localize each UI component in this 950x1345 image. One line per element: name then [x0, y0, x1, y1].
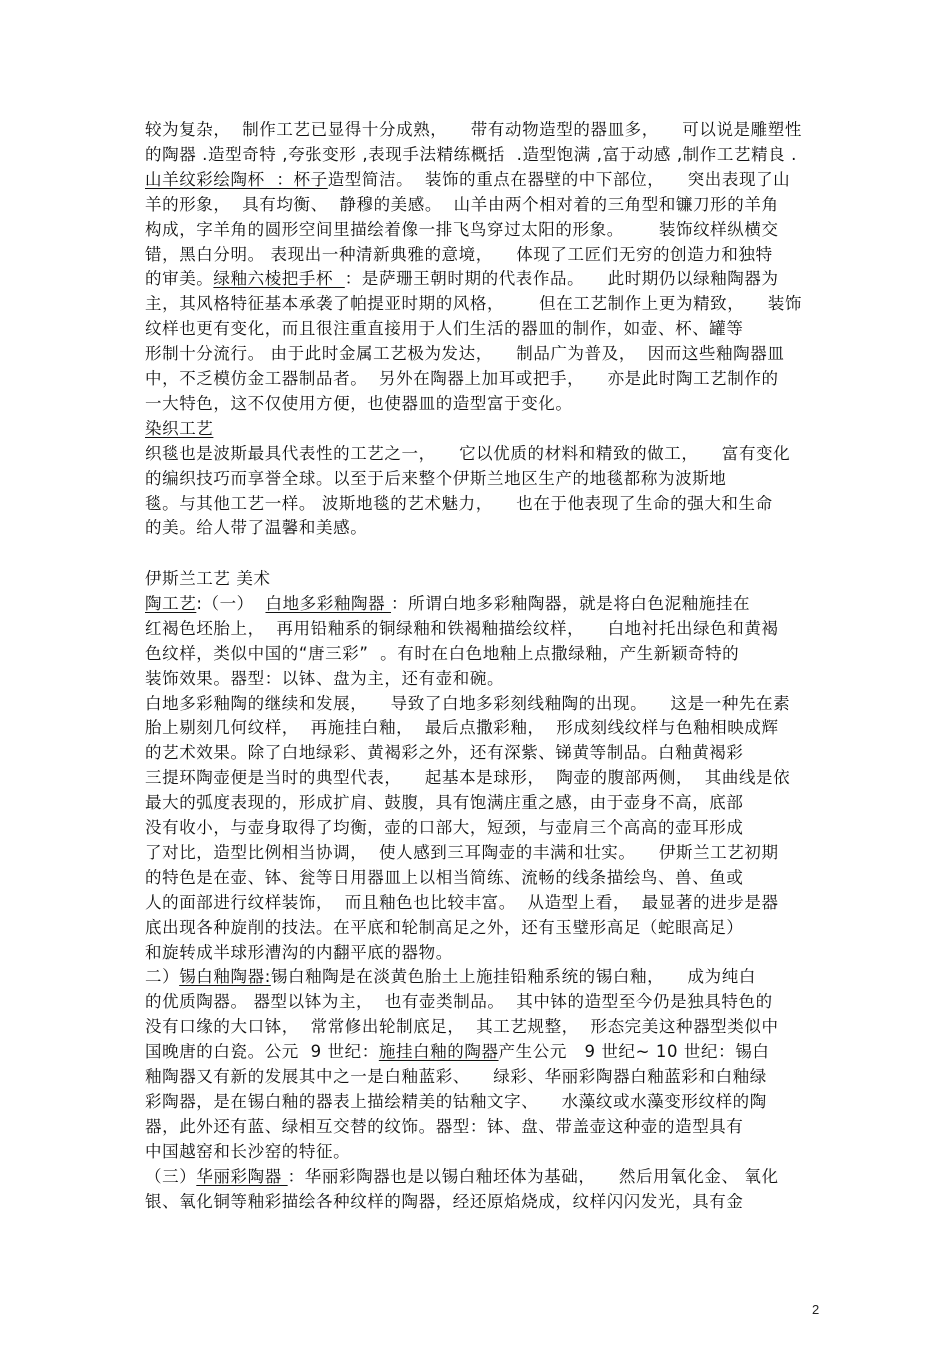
text-line [145, 865, 825, 890]
text-run: 二） [145, 967, 180, 987]
text-line [145, 715, 825, 740]
text-line [145, 1164, 825, 1189]
text-run: 毯。与其他工艺一样。 波斯地毯的艺术魅力， 也在于他表现了生命的强大和生命 [145, 493, 773, 513]
text-line [145, 915, 825, 940]
text-line [145, 1064, 825, 1089]
text-run: 了对比，造型比例相当协调， 使人感到三耳陶壶的丰满和壮实。 伊斯兰工艺初期 [145, 842, 779, 862]
text-line [145, 691, 825, 716]
text-run: 釉陶器又有新的发展其中之一是白釉蓝彩、 绿彩、华丽彩陶器白釉蓝彩和白釉绿 [145, 1067, 767, 1086]
text-line [145, 192, 825, 217]
text-run: 人的面部进行纹样装饰， 而且釉色也比较丰富。 从造型上看， 最显著的进步是器 [145, 892, 779, 912]
text-line [145, 316, 825, 341]
underlined-term: 绿釉六棱把手杯 [213, 269, 345, 289]
underlined-term: 施挂白釉的陶器 [378, 1042, 499, 1062]
text-run: 一大特色，这不仅使用方便，也使器皿的造型富于变化。 [145, 393, 573, 413]
text-run: 产生公元 9 世纪~ 10 世纪：锡白 [498, 1042, 770, 1062]
text-run: 主，其风格特征基本承袭了帕提亚时期的风格， 但在工艺制作上更为精致， 装饰 [145, 294, 802, 314]
text-line [145, 117, 825, 142]
text-line [145, 790, 825, 815]
text-line [145, 940, 825, 965]
text-run: 中国越窑和长沙窑的特征。 [145, 1141, 351, 1161]
text-line [145, 989, 825, 1014]
text-run: 红褐色坯胎上， 再用铅釉系的铜绿釉和铁褐釉描绘纹样， 白地衬托出绿色和黄褐 [145, 618, 779, 638]
underlined-term: 白地多彩釉陶器 [265, 593, 392, 613]
text-run: 的编织技巧而享誉全球。以至于后来整个伊斯兰地区生产的地毯都称为波斯地 [145, 468, 727, 488]
text-line [145, 341, 825, 366]
text-run: 白地多彩釉陶的继续和发展， 导致了白地多彩刻线釉陶的出现。 这是一种先在素 [145, 693, 791, 713]
page-number: 2 [812, 1302, 820, 1317]
text-run: 最大的弧度表现的，形成扩肩、鼓腹，具有饱满庄重之感，由于壶身不高，底部 [145, 793, 744, 813]
text-line [145, 666, 825, 691]
text-run: ：华丽彩陶器也是以锡白釉坯体为基础， 然后用氧化金、 氧化 [287, 1166, 779, 1186]
text-line [145, 291, 825, 316]
text-run: 底出现各种旋削的技法。在平底和轮制高足之外，还有玉璧形高足（蛇眼高足） [145, 917, 744, 937]
text-run: ：所谓白地多彩釉陶器，就是将白色泥釉施挂在 [391, 593, 751, 613]
text-run: 的陶器 .造型奇特 ,夸张变形 ,表现手法精练概括 .造型饱满 ,富于动感 ,制作工艺精良 . [145, 144, 797, 164]
underlined-term: 锡白釉陶器: [179, 967, 271, 987]
underlined-term: 山羊纹彩绘陶杯 ：杯子 [145, 169, 328, 189]
text-run: 的艺术效果。除了白地绿彩、黄褐彩之外，还有深紫、锑黄等制品。白釉黄褐彩 [145, 743, 744, 763]
text-run: 的美。给人带了温馨和美感。 [145, 518, 368, 538]
text-run: （三） [145, 1166, 197, 1186]
text-line [145, 217, 825, 242]
text-line [145, 441, 825, 466]
underlined-term: 染织工艺 [145, 418, 214, 438]
text-run: 的特色是在壶、钵、瓮等日用器皿上以相当简练、流畅的线条描绘鸟、兽、鱼或 [145, 867, 744, 887]
text-run: 的优质陶器。 器型以钵为主， 也有壶类制品。 其中钵的造型至今仍是独具特色的 [145, 992, 773, 1012]
text-line [145, 391, 825, 416]
text-line [145, 515, 825, 540]
text-run: 没有收小，与壶身取得了均衡，壶的口部大，短颈，与壶肩三个高高的壶耳形成 [145, 818, 744, 837]
text-run: 纹样也更有变化，而且很注重直接用于人们生活的器皿的制作，如壶、杯、罐等 [145, 319, 744, 339]
text-line [145, 591, 825, 616]
text-run: 伊斯兰工艺 美术 [145, 569, 271, 588]
text-run: 国晚唐的白瓷。公元 9 世纪： [145, 1042, 379, 1062]
text-line [145, 964, 825, 989]
text-line [145, 1089, 825, 1114]
text-line [145, 740, 825, 765]
text-line [145, 566, 825, 591]
text-line [145, 142, 825, 167]
text-line [145, 416, 825, 441]
text-line [145, 167, 825, 192]
text-line [145, 491, 825, 516]
text-run: 织毯也是波斯最具代表性的工艺之一， 它以优质的材料和精致的做工， 富有变化 [145, 443, 791, 463]
text-run: 错，黑白分明。 表现出一种清新典雅的意境， 体现了工匠们无穷的创造力和独特 [145, 244, 773, 264]
text-line [145, 840, 825, 865]
text-run: 银、氧化铜等釉彩描绘各种纹样的陶器，经还原焰烧成，纹样闪闪发光，具有金 [145, 1191, 744, 1211]
text-run: 较为复杂， 制作工艺已显得十分成熟， 带有动物造型的器皿多， 可以说是雕塑性 [145, 120, 802, 139]
text-line [145, 266, 825, 291]
text-run: 的审美。 [145, 269, 214, 289]
text-line [145, 1014, 825, 1039]
text-line [145, 815, 825, 840]
text-line [145, 616, 825, 641]
text-line [145, 641, 825, 666]
text-run: 和旋转成半球形漕沟的内翻平底的器物。 [145, 942, 453, 962]
text-run: 胎上剔刻几何纹样， 再施挂白釉， 最后点撒彩釉， 形成刻线纹样与色釉相映成辉 [145, 718, 779, 738]
text-line [145, 466, 825, 491]
text-line [145, 890, 825, 915]
text-line [145, 366, 825, 391]
text-run: 中，不乏模仿金工器制品者。 另外在陶器上加耳或把手， 亦是此时陶工艺制作的 [145, 369, 779, 388]
text-line [145, 1114, 825, 1139]
text-run: 没有口缘的大口钵， 常常修出轮制底足， 其工艺规整， 形态完美这种器型类似中 [145, 1017, 779, 1037]
text-run: 器，此外还有蓝、绿相互交替的纹饰。器型：钵、盘、带盖壶这种壶的造型具有 [145, 1116, 744, 1136]
text-line [145, 765, 825, 790]
text-run: 造型简洁。 装饰的重点在器壁的中下部位， 突出表现了山 [327, 169, 791, 189]
text-run: 装饰效果。器型：以钵、盘为主，还有壶和碗。 [145, 668, 505, 688]
text-run: 色纹样，类似中国的“唐三彩” 。有时在白色地釉上点撒绿釉，产生新颖奇特的 [145, 643, 740, 663]
text-line [145, 242, 825, 267]
underlined-term: 华丽彩陶器 [196, 1166, 288, 1186]
text-run: 构成，字羊角的圆形空间里描绘着像一排飞鸟穿过太阳的形象。 装饰纹样纵横交 [145, 219, 779, 239]
text-run: :（一） [196, 593, 266, 613]
text-run: 彩陶器，是在锡白釉的器表上描绘精美的钴釉文字、 水藻纹或水藻变形纹样的陶 [145, 1091, 767, 1111]
text-run: 锡白釉陶是在淡黄色胎土上施挂铅釉系统的锡白釉， 成为纯白 [270, 967, 756, 987]
text-run: 三提环陶壶便是当时的典型代表， 起基本是球形， 陶壶的腹部两侧， 其曲线是依 [145, 768, 791, 788]
underlined-term: 陶工艺 [145, 593, 197, 613]
text-line [145, 1139, 825, 1164]
text-line [145, 1189, 825, 1214]
text-run: 形制十分流行。 由于此时金属工艺极为发达， 制品广为普及， 因而这些釉陶器皿 [145, 344, 785, 364]
text-run: 羊的形象， 具有均衡、 静穆的美感。 山羊由两个相对着的三角型和镰刀形的羊角 [145, 194, 779, 214]
text-line [145, 1039, 825, 1064]
text-run: ：是萨珊王朝时期的代表作品。 此时期仍以绿釉陶器为 [344, 269, 779, 289]
